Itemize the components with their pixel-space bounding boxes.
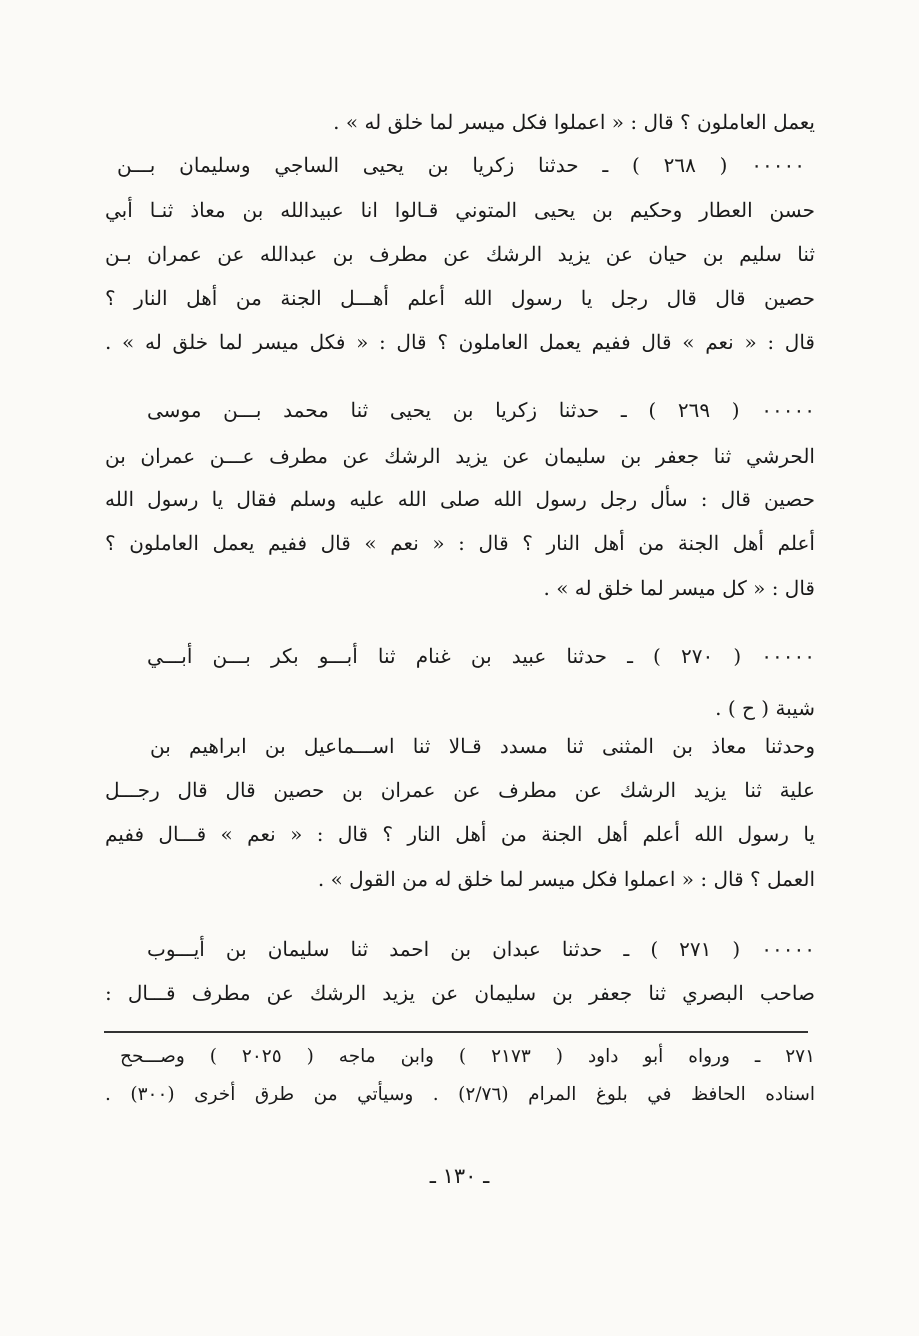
text-line-5: حصين قال قال رجل يا رسول الله أعلم أهـــل الجنة من أهل النار ؟ <box>105 286 815 310</box>
text-line-19: صاحب البصري ثنا جعفر بن سليمان عن يزيد الرشك عن مطرف قـــال : <box>105 981 815 1005</box>
text-line-13: شيبة ( ح ) . <box>715 696 815 720</box>
text-line-9: حصين قال : سأل رجل رسول الله صلى الله عليه وسلم فقال يا رسول الله <box>105 487 815 511</box>
footnote-line-1: ٢٧١ ـ ورواه أبو داود ( ٢١٧٣ ) وابن ماجه ( ٢٠٢٥ ) وصـــحح <box>120 1046 816 1067</box>
text-line-14: وحدثنا معاذ بن المثنى ثنا مسدد قـالا ثنا اســـماعيل بن ابراهيم بن <box>150 734 815 758</box>
text-line-11: قال : « كل ميسر لما خلق له » . <box>543 576 815 600</box>
hadith-269-heading: ٠٠٠٠٠ ( ٢٦٩ ) ـ حدثنا زكريا بن يحيى ثنا محمد بـــن موسى <box>147 398 815 422</box>
page-number: ـ ١٣٠ ـ <box>429 1164 490 1188</box>
text-line-10: أعلم أهل الجنة من أهل النار ؟ قال : « نعم » قال ففيم يعمل العاملون ؟ <box>105 531 815 555</box>
footnote-line-2: اسناده الحافظ في بلوغ المرام (٢/٧٦) . وسيأتي من طرق أخرى (٣٠٠) . <box>105 1084 815 1105</box>
text-line-4: ثنا سليم بن حيان عن يزيد الرشك عن مطرف بن عبدالله عن عمران بـن <box>105 242 815 266</box>
text-line-16: يا رسول الله أعلم أهل الجنة من أهل النار ؟ قال : « نعم » قـــال ففيم <box>105 822 815 846</box>
hadith-268-heading: ٠٠٠٠٠ ( ٢٦٨ ) ـ حدثنا زكريا بن يحيى الساجي وسليمان بـــن <box>117 153 805 177</box>
text-line-15: علية ثنا يزيد الرشك عن مطرف عن عمران بن حصين قال قال رجـــل <box>105 778 815 802</box>
text-line-3: حسن العطار وحكيم بن يحيى المتوني قـالوا انا عبيدالله بن معاذ ثنـا أبي <box>105 198 815 222</box>
text-line-6: قال : « نعم » قال ففيم يعمل العاملون ؟ قال : « فكل ميسر لما خلق له » . <box>105 330 815 354</box>
text-line-17: العمل ؟ قال : « اعملوا فكل ميسر لما خلق له من القول » . <box>317 867 815 891</box>
text-line-8: الحرشي ثنا جعفر بن سليمان عن يزيد الرشك عن مطرف عـــن عمران بن <box>105 444 815 468</box>
footnote-separator <box>104 1031 808 1033</box>
hadith-271-heading: ٠٠٠٠٠ ( ٢٧١ ) ـ حدثنا عبدان بن احمد ثنا سليمان بن أيـــوب <box>147 937 815 961</box>
hadith-270-heading: ٠٠٠٠٠ ( ٢٧٠ ) ـ حدثنا عبيد بن غنام ثنا أبـــو بكر بـــن أبـــي <box>147 644 815 668</box>
text-line-1: يعمل العاملون ؟ قال : « اعملوا فكل ميسر لما خلق له » . <box>333 110 815 134</box>
